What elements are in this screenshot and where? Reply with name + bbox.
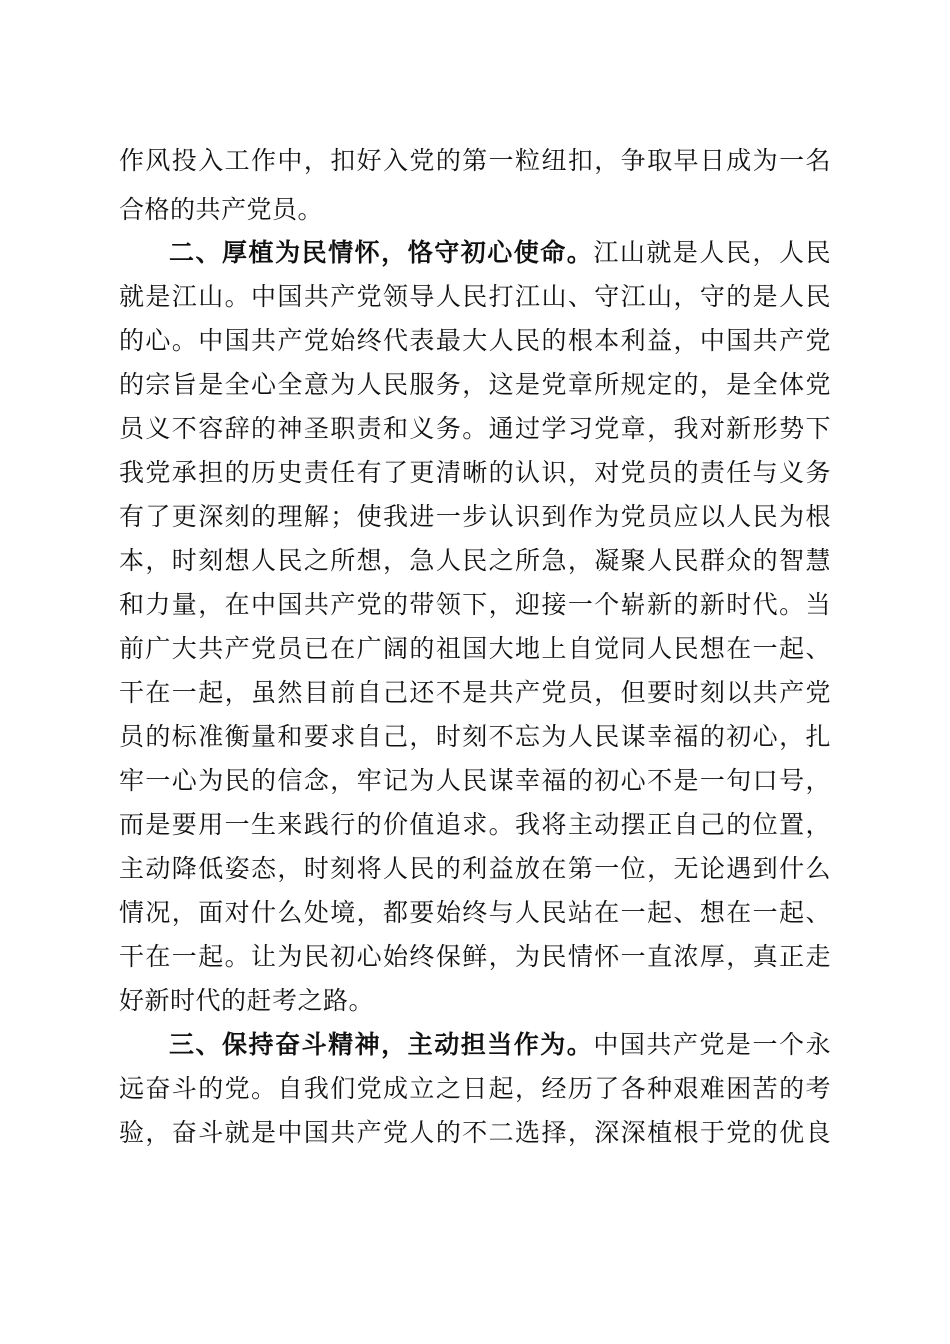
text-line: 的心。中国共产党始终代表最大人民的根本利益，中国共产党 (119, 326, 831, 355)
text-line: 就是江山。中国共产党领导人民打江山、守江山，守的是人民 (119, 282, 831, 311)
text-line: 好新时代的赶考之路。 (119, 986, 375, 1015)
text-line: 员义不容辞的神圣职责和义务。通过学习党章，我对新形势下 (119, 414, 831, 443)
text-line: 前广大共产党员已在广阔的祖国大地上自觉同人民想在一起、 (119, 634, 831, 663)
text-line: 合格的共产党员。 (119, 195, 324, 224)
text-line: 验，奋斗就是中国共产党人的不二选择，深深植根于党的优良 (119, 1118, 831, 1147)
text-line: 干在一起。让为民初心始终保鲜，为民情怀一直浓厚，真正走 (119, 942, 831, 971)
text-line: 情况，面对什么处境，都要始终与人民站在一起、想在一起、 (119, 898, 831, 927)
text-line: 和力量，在中国共产党的带领下，迎接一个崭新的新时代。当 (119, 590, 831, 619)
section-3-text: 中国共产党是一个永 (593, 1030, 831, 1059)
text-line: 有了更深刻的理解；使我进一步认识到作为党员应以人民为根 (119, 502, 831, 531)
text-line: 牢一心为民的信念，牢记为人民谋幸福的初心不是一句口号， (119, 766, 831, 795)
text-line: 的宗旨是全心全意为人民服务，这是党章所规定的，是全体党 (119, 370, 831, 399)
section-3-heading: 三、保持奋斗精神，主动担当作为。 (169, 1030, 594, 1059)
text-line: 作风投入工作中，扣好入党的第一粒纽扣，争取早日成为一名 (119, 146, 831, 175)
section-2-first-line (169, 233, 831, 273)
text-line: 干在一起，虽然目前自己还不是共产党员，但要时刻以共产党 (119, 678, 831, 707)
text-line: 主动降低姿态，时刻将人民的利益放在第一位，无论遇到什么 (119, 854, 831, 883)
section-2-text: 江山就是人民，人民 (593, 238, 831, 267)
section-3-first-line (169, 1025, 831, 1065)
text-line: 员的标准衡量和要求自己，时刻不忘为人民谋幸福的初心，扎 (119, 722, 831, 751)
text-line: 而是要用一生来践行的价值追求。我将主动摆正自己的位置， (119, 810, 831, 839)
text-line: 远奋斗的党。自我们党成立之日起，经历了各种艰难困苦的考 (119, 1074, 831, 1103)
text-line: 本，时刻想人民之所想，急人民之所急，凝聚人民群众的智慧 (119, 546, 831, 575)
section-2-heading: 二、厚植为民情怀，恪守初心使命。 (169, 238, 594, 267)
text-line: 我党承担的历史责任有了更清晰的认识，对党员的责任与义务 (119, 458, 831, 487)
